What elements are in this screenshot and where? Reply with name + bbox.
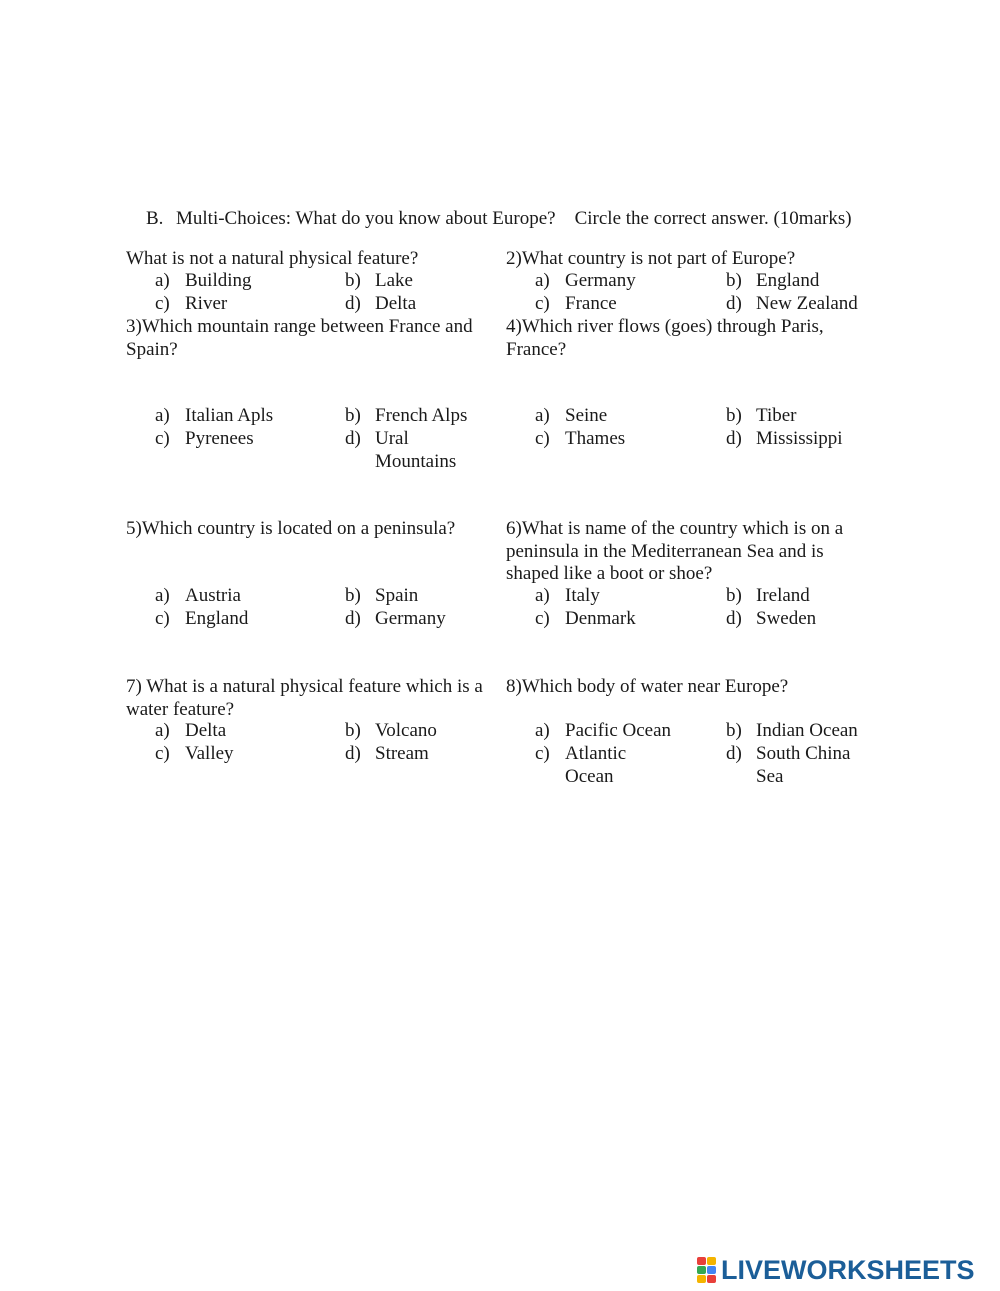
question-text: 3)Which mountain range between France and Spain? (126, 316, 473, 360)
question-1 (126, 248, 491, 271)
question-3 (126, 316, 491, 361)
question-text: 7) What is a natural physical feature which is a water feature? (126, 676, 483, 720)
section-title: Multi-Choices: What do you know about Europe? Circle the correct answer. (10marks) (176, 208, 852, 229)
question-2 (506, 248, 871, 271)
question-text: What is not a natural physical feature? (126, 248, 419, 269)
section-letter: B. (146, 208, 164, 229)
liveworksheets-logo-icon (697, 1256, 717, 1284)
section-heading (146, 208, 852, 231)
question-text: 2)What country is not part of Europe? (506, 248, 796, 269)
question-text: 4)Which river flows (goes) through Paris, France? (506, 316, 824, 360)
question-text: 5)Which country is located on a peninsula? (126, 518, 456, 539)
question-8 (506, 676, 871, 699)
liveworksheets-logo[interactable] (697, 1254, 975, 1286)
question-5 (126, 518, 491, 541)
logo-text: LIVEWORKSHEETS (721, 1255, 975, 1285)
question-6 (506, 518, 866, 586)
question-4 (506, 316, 851, 361)
question-text: 8)Which body of water near Europe? (506, 676, 789, 697)
question-7 (126, 676, 491, 721)
question-text: 6)What is name of the country which is on a peninsula in the Mediterranean Sea and is shaped like a boot or shoe? (506, 518, 844, 585)
